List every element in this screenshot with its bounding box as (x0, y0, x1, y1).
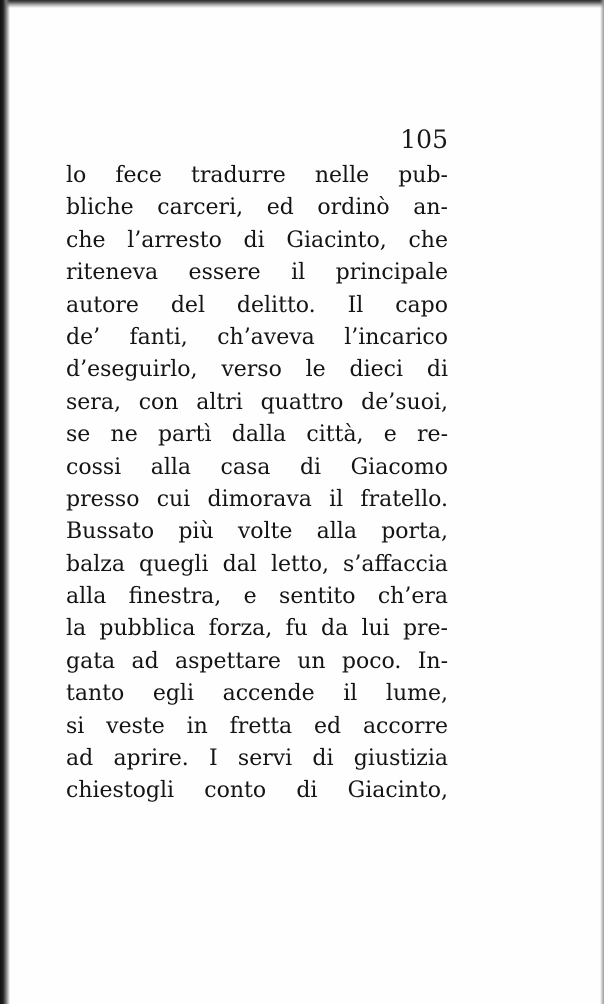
text-line: si veste in fretta ed accorre (66, 713, 448, 739)
text-line: Bussato più volte alla porta, (66, 519, 448, 545)
text-line: sera, con altri quattro de’suoi, (66, 389, 448, 415)
text-line: autore del delitto. Il capo (66, 292, 448, 318)
text-line: ad aprire. I servi di giustizia (66, 746, 448, 772)
body-text (66, 160, 448, 808)
page-number: 105 (400, 125, 448, 154)
text-line: se ne partì dalla città, e re- (66, 422, 448, 448)
text-line: presso cui dimorava il fratello. (66, 486, 448, 512)
text-line: la pubblica forza, fu da lui pre- (66, 616, 448, 642)
text-line: che l’arresto di Giacinto, che (66, 227, 448, 253)
text-line: d’eseguirlo, verso le dieci di (66, 357, 448, 383)
text-line: alla finestra, e sentito ch’era (66, 584, 448, 610)
text-line: bliche carceri, ed ordinò an- (66, 195, 448, 221)
text-line: cossi alla casa di Giacomo (66, 454, 448, 480)
text-line: tanto egli accende il lume, (66, 681, 448, 707)
page-top-edge (0, 0, 604, 8)
text-line: lo fece tradurre nelle pub- (66, 163, 448, 188)
text-line: de’ fanti, ch’aveva l’incarico (66, 324, 448, 350)
page-binding-edge (0, 0, 10, 1004)
text-line: gata ad aspettare un poco. In- (66, 648, 448, 674)
text-line: chiestogli conto di Giacinto, (66, 778, 448, 804)
text-line: riteneva essere il principale (66, 260, 448, 286)
page-right-edge (600, 0, 604, 1004)
text-line: balza quegli dal letto, s’affaccia (66, 551, 448, 577)
